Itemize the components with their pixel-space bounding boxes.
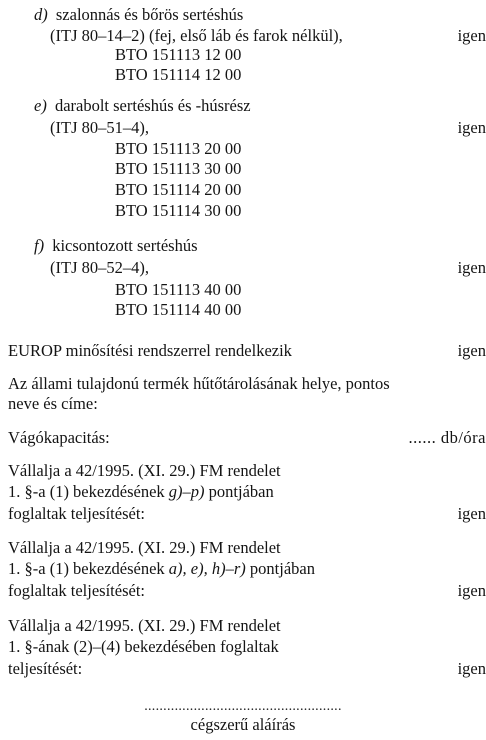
capacity-value: ...... db/óra xyxy=(408,428,486,447)
commitment-3-line-2: 1. §-ának (2)–(4) bekezdésében foglaltak xyxy=(8,637,279,656)
section-e-title: darabolt sertéshús és -húsrész xyxy=(54,96,251,115)
section-e-code-3: BTO 151114 20 00 xyxy=(115,180,242,199)
section-e-heading xyxy=(34,96,251,116)
section-f-title: kicsontozott sertéshús xyxy=(52,236,198,255)
section-e-ref: (ITJ 80–51–4), xyxy=(50,118,149,137)
commitment-2-status: igen xyxy=(457,581,486,600)
section-f-code-2: BTO 151114 40 00 xyxy=(115,300,242,319)
commitment-2-line-3: foglaltak teljesítését: xyxy=(8,581,145,600)
section-e-code-1: BTO 151113 20 00 xyxy=(115,139,242,158)
section-f-ref: (ITJ 80–52–4), xyxy=(50,258,149,277)
section-e-letter: e) xyxy=(34,96,47,115)
section-d-ref: (ITJ 80–14–2) (fej, első láb és farok nélkül), xyxy=(50,26,343,45)
section-e-status: igen xyxy=(457,118,486,137)
commitment-2-line-2-post: pontjában xyxy=(245,559,315,578)
commitment-1-line-2 xyxy=(8,482,274,502)
commitment-2-line-2-points: a), e), h)–r) xyxy=(168,559,246,578)
section-e-code-2: BTO 151113 30 00 xyxy=(115,159,242,178)
section-f-code-1: BTO 151113 40 00 xyxy=(115,280,242,299)
commitment-1-line-3: foglaltak teljesítését: xyxy=(8,504,145,523)
section-f-status: igen xyxy=(457,258,486,277)
signature-label: cégszerű aláírás xyxy=(190,715,296,734)
commitment-1-line-2-post: pontjában xyxy=(204,482,274,501)
commitment-2-line-1: Vállalja a 42/1995. (XI. 29.) FM rendelet xyxy=(8,538,281,557)
commitment-3-status: igen xyxy=(457,659,486,678)
section-d-heading xyxy=(34,5,243,25)
capacity-label: Vágókapacitás: xyxy=(8,428,110,447)
commitment-1-line-2-points: g)–p) xyxy=(168,482,205,501)
commitment-3-line-1: Vállalja a 42/1995. (XI. 29.) FM rendelet xyxy=(8,616,281,635)
europ-text: EUROP minősítési rendszerrel rendelkezik xyxy=(8,341,292,360)
section-e-code-4: BTO 151114 30 00 xyxy=(115,201,242,220)
storage-line-1: Az állami tulajdonú termék hűtőtárolásának helye, pontos xyxy=(8,374,390,393)
section-d-status: igen xyxy=(457,26,486,45)
section-d-code-1: BTO 151113 12 00 xyxy=(115,45,242,64)
commitment-3-line-3: teljesítését: xyxy=(8,659,83,678)
storage-line-2: neve és címe: xyxy=(8,394,98,413)
section-f-letter: f) xyxy=(34,236,45,255)
section-d-letter: d) xyxy=(34,5,48,24)
commitment-1-line-1: Vállalja a 42/1995. (XI. 29.) FM rendelet xyxy=(8,461,281,480)
signature-line: .................................................... xyxy=(144,700,342,714)
commitment-1-line-2-pre: 1. §-a (1) bekezdésének xyxy=(8,482,169,501)
commitment-1-status: igen xyxy=(457,504,486,523)
commitment-2-line-2 xyxy=(8,559,315,579)
commitment-2-line-2-pre: 1. §-a (1) bekezdésének xyxy=(8,559,169,578)
section-f-heading xyxy=(34,236,198,256)
europ-status: igen xyxy=(457,341,486,360)
section-d-title: szalonnás és bőrös sertéshús xyxy=(55,5,244,24)
section-d-code-2: BTO 151114 12 00 xyxy=(115,65,242,84)
